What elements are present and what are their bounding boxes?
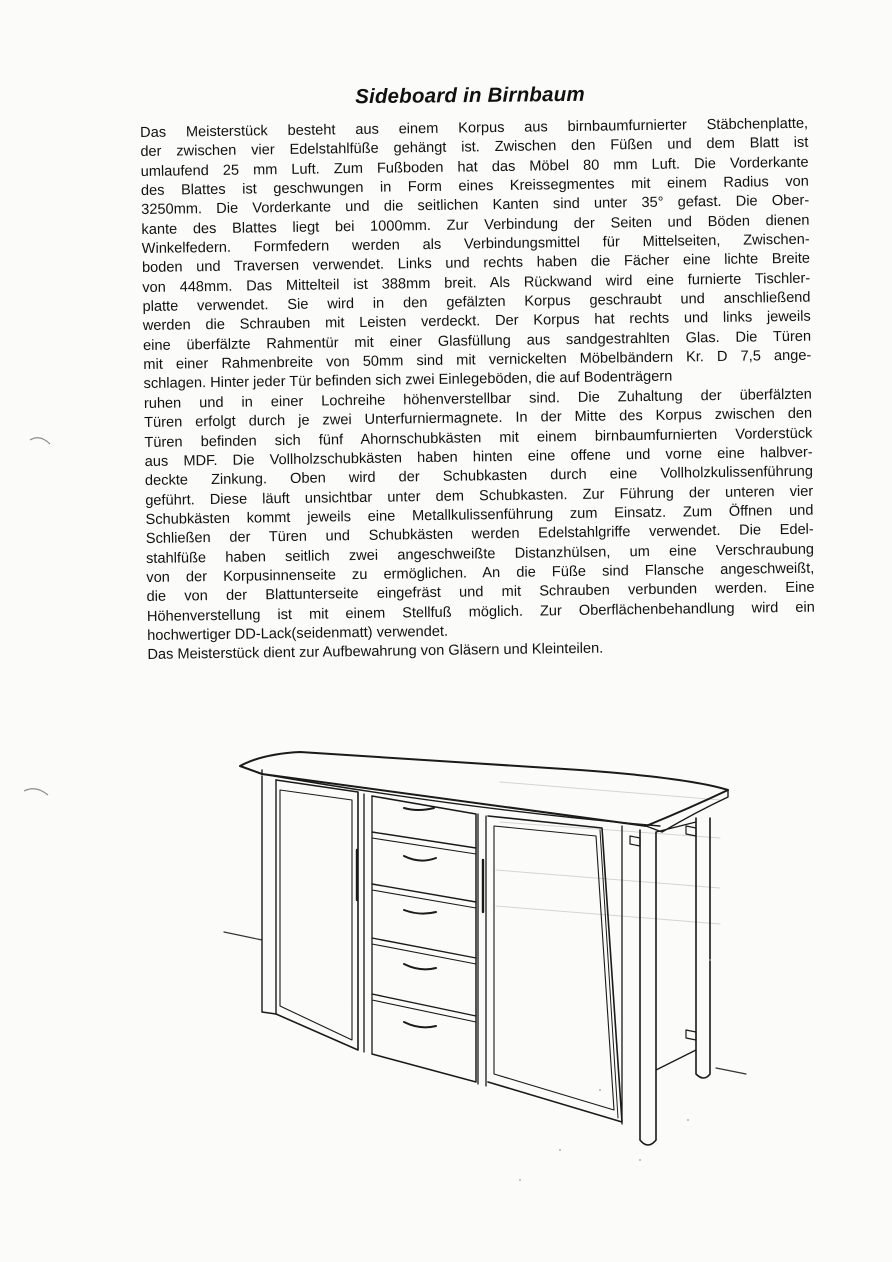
text-line: Höhenverstellung ist mit einem Stellfuß möglich. Zur Oberflächenbehandlung wird ein [146, 599, 815, 625]
text-line: deckte Zinkung. Oben wird der Schubkasten durch eine Vollholzkulissenführung [144, 463, 814, 490]
text-line: boden und Traversen verwendet. Links und rechts haben die Fächer eine lichte Breite [141, 251, 811, 277]
text-line: geführt. Diese läuft unsichtbar unter dem Schubkasten. Zur Führung der unteren vier [145, 483, 814, 509]
text-line: Schubkästen kommt jeweils eine Metallkulissenführung zum Einsatz. Zum Öffnen und [145, 502, 814, 528]
text-line: von 448mm. Das Mittelteil ist 388mm breit. Als Rückwand wird eine furnierte Tischler- [142, 270, 811, 296]
text-line: die von der Blattunterseite eingefräst und mit Schrauben verbunden werden. Eine [146, 579, 815, 606]
text-line: stahlfüße haben seitlich zwei angeschweißte Distanzhülsen, um eine Verschraubung [145, 541, 815, 567]
text-line: von der Korpusinnenseite zu ermöglichen. An die Füße sind Flansche angeschweißt, [146, 560, 815, 586]
text-line: Türen befinden sich fünf Ahornschubkästen mit einem birnbaumfurnierten Vorderstück [144, 425, 813, 451]
text-line: des Blattes ist geschwungen in Form eines Kreissegmentes mit einem Radius von [140, 173, 809, 200]
text-line: aus MDF. Die Vollholzschubkästen haben hinten eine offene und vorne eine halbver- [144, 444, 813, 470]
text-line: Schließen der Türen und Schubkästen werden Edelstahlgriffe verwendet. Die Edel- [145, 521, 814, 548]
text-line: der zwischen vier Edelstahlfüße gehängt ist. Zwischen den Füßen und dem Blatt ist [140, 135, 809, 161]
text-line: 3250mm. Die Vorderkante und die seitlichen Kanten sind unter 35° gefast. Die Ober- [141, 193, 810, 219]
text-line: Winkelfedern. Formfedern werden als Verbindungsmittel für Mittelseiten, Zwischen- [141, 231, 810, 258]
text-line: eine überfälzte Rahmentür mit einer Glasfüllung aus sandgestrahlten Glas. Die Türen [142, 328, 812, 354]
text-line: umlaufend 25 mm Luft. Zum Fußboden hat das Möbel 80 mm Luft. Die Vorderkante [140, 154, 809, 180]
text-line: werden die Schrauben mit Leisten verdeckt. Der Korpus hat rechts und links jeweils [142, 309, 811, 335]
text-line: kante des Blattes liegt bei 1000mm. Zur Verbindung der Seiten und Böden dienen [141, 212, 810, 238]
document-title: Sideboard in Birnbaum [355, 82, 585, 109]
text-line: Das Meisterstück dient zur Aufbewahrung von Gläsern und Kleinteilen. [147, 640, 604, 664]
text-line: Türen erfolgt durch je zwei Unterfurniermagnete. In der Mitte des Korpus zwischen den [144, 405, 813, 432]
text-line: mit einer Rahmenbreite von 50mm sind mit vernickelten Möbelbändern Kr. D 7,5 ange- [143, 347, 812, 374]
text-line: ruhen und in einer Lochreihe höhenverstellbar sind. Die Zuhaltung der überfälzten [143, 386, 812, 412]
text-line: hochwertiger DD-Lack(seidenmatt) verwendet. [147, 623, 449, 644]
text-line: Das Meisterstück besteht aus einem Korpus aus birnbaumfurnierter Stäbchenplatte, [140, 115, 809, 141]
text-line: platte verwendet. Sie wird in den gefälzten Korpus geschraubt und anschließend [142, 289, 811, 316]
text-line: schlagen. Hinter jeder Tür befinden sich zwei Einlegeböden, die auf Bodenträgern [143, 369, 673, 393]
